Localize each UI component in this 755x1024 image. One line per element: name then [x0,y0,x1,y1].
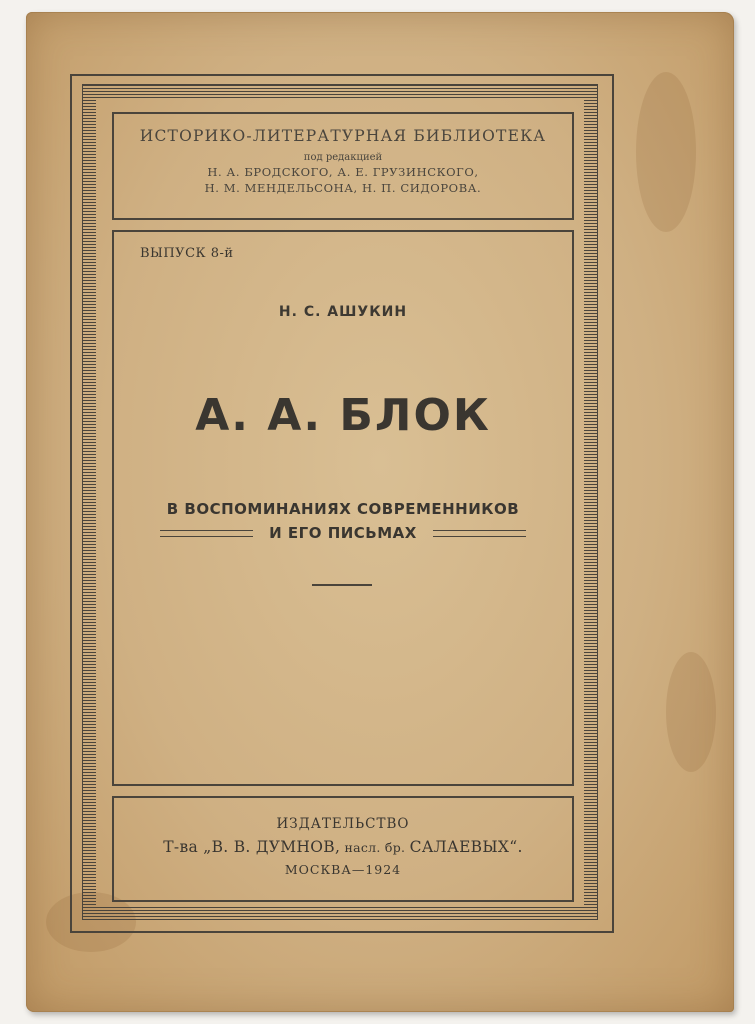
ornament-rule [312,584,372,586]
book-title: А. А. БЛОК [195,390,491,441]
paper-stain [666,652,716,772]
series-title: ИСТОРИКО-ЛИТЕРАТУРНАЯ БИБЛИОТЕКА [139,127,547,145]
series-header [112,112,574,220]
editors-intro: под редакцией [303,152,383,163]
issue-number: ВЫПУСК 8-й [140,246,234,261]
author-name: Н. С. АШУКИН [278,304,408,320]
double-rule-left [160,530,253,537]
subtitle-line-2: И ЕГО ПИСЬМАХ [269,524,417,542]
city-year: МОСКВА—1924 [284,862,402,877]
editors-line-2: Н. М. МЕНДЕЛЬСОНА, Н. П. СИДОРОВА. [204,181,482,195]
publisher-mid: насл. бр. [340,840,410,855]
book-cover [26,12,734,1012]
paper-stain [636,72,696,232]
subtitle-line-1: В ВОСПОМИНАНИЯХ СОВРЕМЕННИКОВ [166,500,520,518]
double-rule-right [433,530,526,537]
publisher-footer [112,796,574,902]
publisher-suffix: САЛАЕВЫХ“. [409,838,523,856]
editors-line-1: Н. А. БРОДСКОГО, А. Е. ГРУЗИНСКОГО, [207,165,479,179]
publisher-label: ИЗДАТЕЛЬСТВО [276,816,410,832]
subtitle-row [160,524,526,542]
publisher-name [114,838,572,856]
title-panel [112,230,574,786]
publisher-prefix: Т-ва „В. В. ДУМНОВ, [163,838,341,856]
